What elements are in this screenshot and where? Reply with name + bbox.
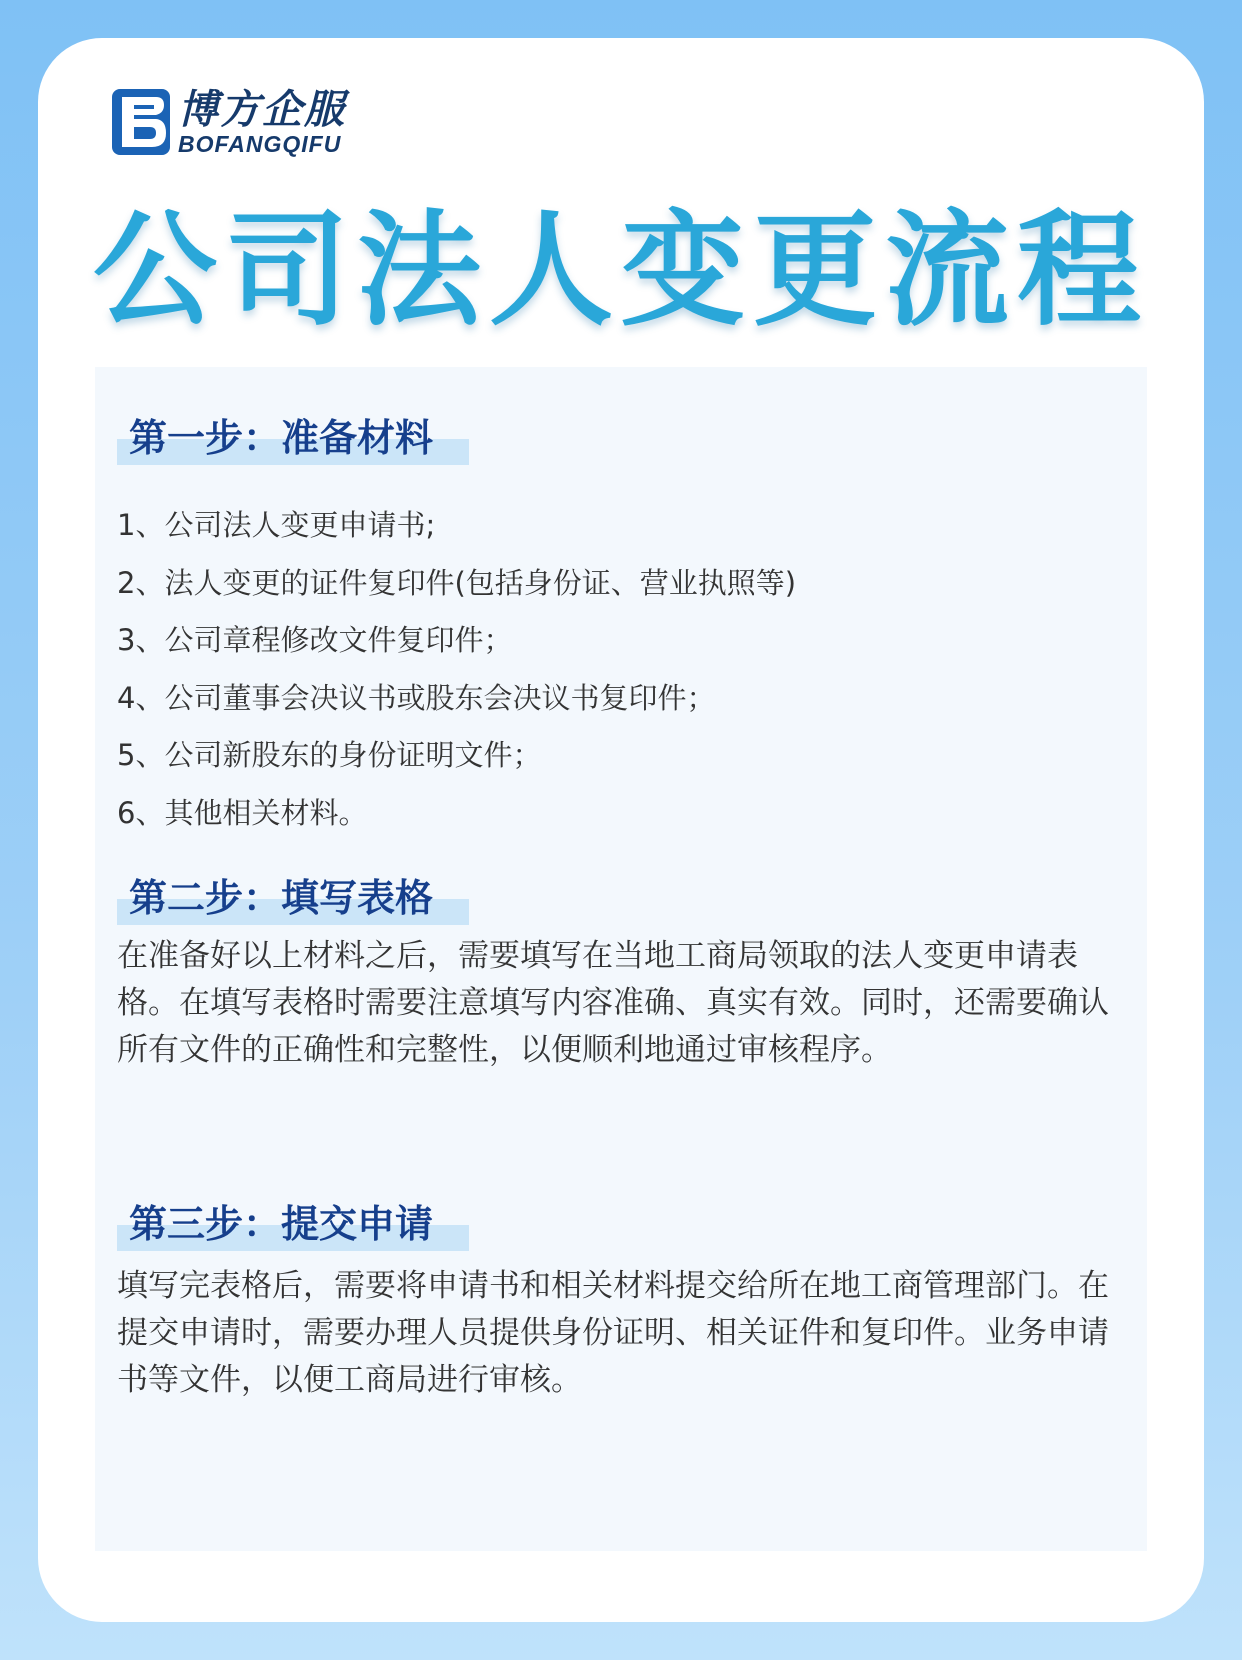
brand-name <box>178 88 346 156</box>
step-2-heading <box>117 871 433 925</box>
list-item: 1、公司法人变更申请书; <box>117 508 436 542</box>
step-2-description: 在准备好以上材料之后，需要填写在当地工商局领取的法人变更申请表格。在填写表格时需要注意填写内容准确、真实有效。同时，还需要确认所有文件的正确性和完整性，以便顺利地通过审核程序。 <box>117 938 1109 1068</box>
brand-name-cn: 博方企服 <box>178 87 346 133</box>
brand-logo <box>112 88 346 156</box>
content-card <box>38 38 1204 1622</box>
step-3-description: 填写完表格后，需要将申请书和相关材料提交给所在地工商管理部门。在提交申请时，需要办理人员提供身份证明、相关证件和复印件。业务申请书等文件，以便工商局进行审核。 <box>117 1268 1109 1398</box>
list-item: 5、公司新股东的身份证明文件； <box>117 738 542 772</box>
step-3-heading-text: 第三步：提交申请 <box>129 1202 434 1246</box>
list-item: 3、公司章程修改文件复印件； <box>117 623 513 657</box>
brand-name-en: BOFANGQIFU <box>178 131 342 157</box>
list-item: 4、公司董事会决议书或股东会决议书复印件； <box>117 680 716 715</box>
step-1-heading <box>117 411 433 465</box>
step-2-heading-text: 第二步：填写表格 <box>129 876 434 920</box>
materials-list <box>117 497 796 842</box>
step-1-heading-text: 第一步：准备材料 <box>129 416 434 460</box>
step-3-heading <box>117 1197 433 1251</box>
list-item: 2、法人变更的证件复印件(包括身份证、营业执照等) <box>117 565 797 600</box>
steps-panel <box>95 367 1147 1551</box>
brand-mark-icon <box>112 89 170 155</box>
page-title: 公司法人变更流程 <box>92 199 1149 343</box>
list-item: 6、其他相关材料。 <box>117 795 368 830</box>
